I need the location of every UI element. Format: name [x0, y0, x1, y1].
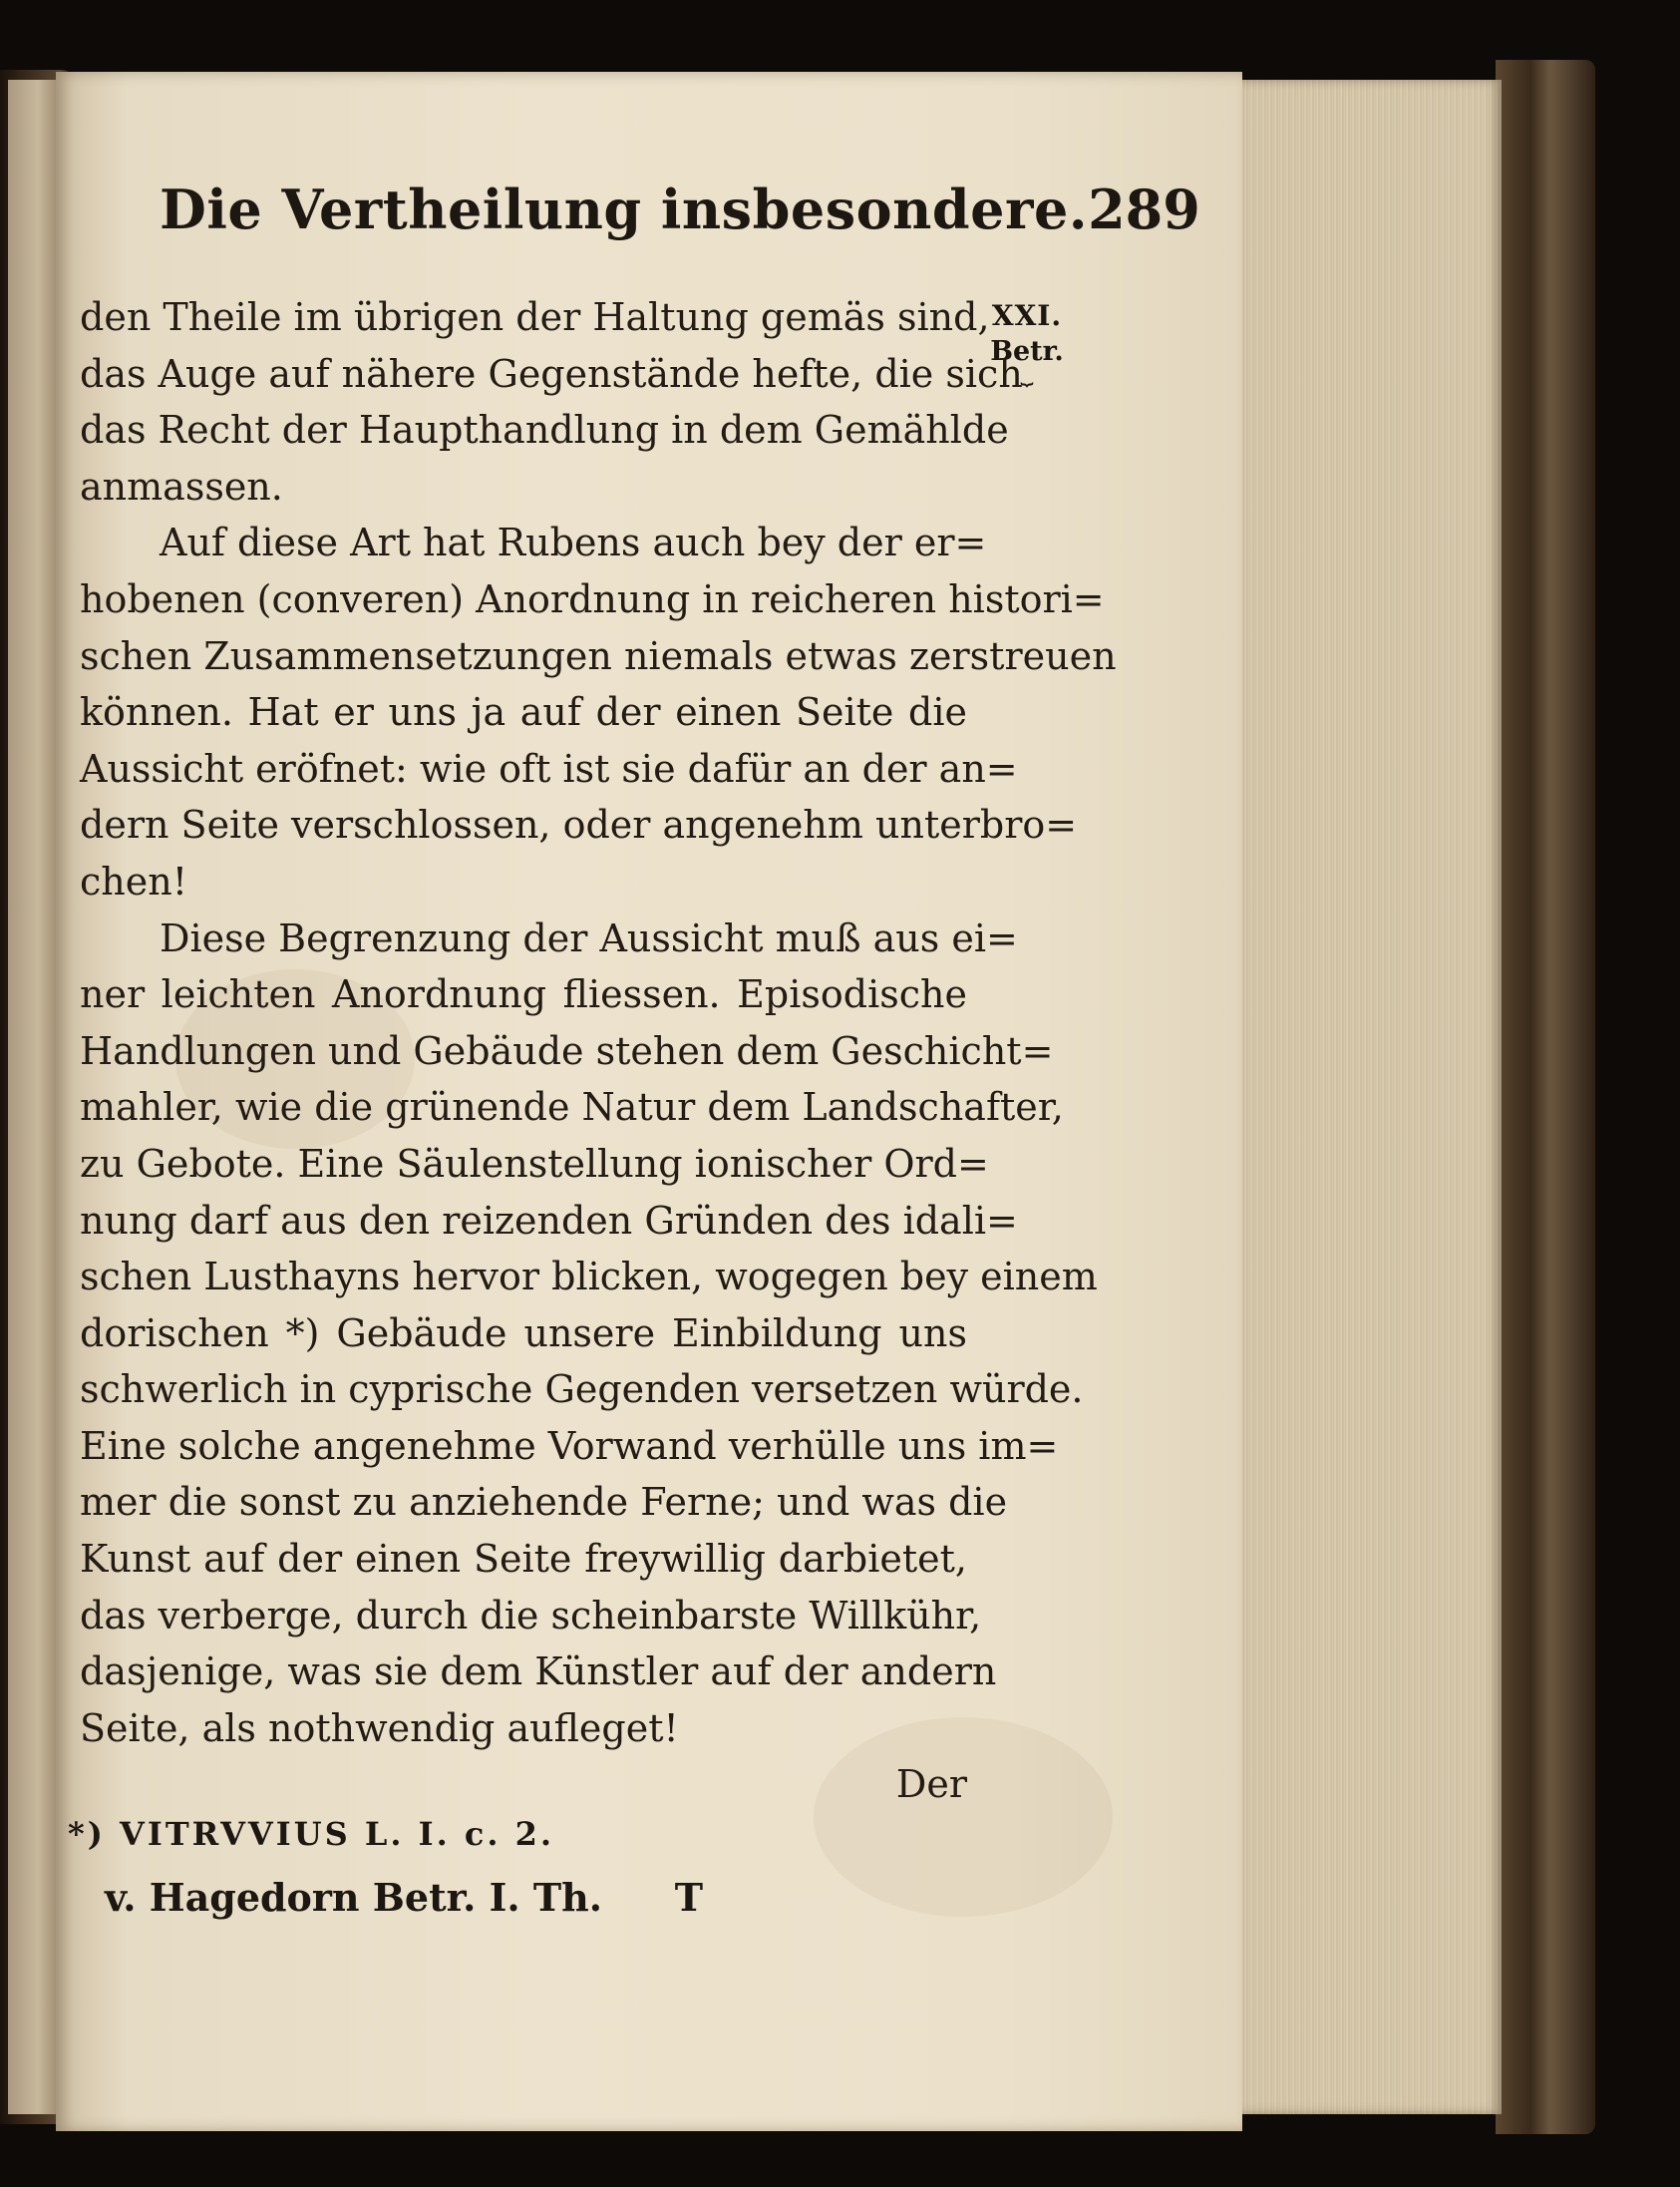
signature-text: v. Hagedorn Betr. I. Th.: [105, 1875, 602, 1920]
text-line: schwerlich in cyprische Gegenden versetzen würde.: [80, 1367, 1084, 1412]
text-line: Diese Begrenzung der Aussicht muß aus ei=: [160, 915, 1018, 960]
text-line: hobenen (converen) Anordnung in reicheren histori=: [80, 576, 1105, 621]
text-line: chen!: [80, 859, 187, 904]
signature-line: [105, 1875, 703, 1920]
text-line: Auf diese Art hat Rubens auch bey der er=: [160, 521, 987, 565]
text-line: Seite, als nothwendig aufleget!: [80, 1705, 679, 1750]
text-line: schen Lusthayns hervor blicken, wogegen bey einem: [80, 1255, 1098, 1299]
text-line: können. Hat er uns ja auf der einen Seite die: [80, 690, 967, 735]
text-line: nung darf aus den reizenden Gründen des idali=: [80, 1198, 1018, 1243]
left-page-edge: [8, 80, 58, 2114]
text-line: Aussicht eröfnet: wie oft ist sie dafür an der an=: [80, 746, 1018, 791]
text-line: Handlungen und Gebäude stehen dem Geschicht=: [80, 1028, 1054, 1073]
page-number: 289: [1088, 178, 1200, 241]
text-line: Eine solche angenehme Vorwand verhülle uns im=: [80, 1423, 1059, 1468]
footnote: *) VITRVVIUS L. I. c. 2.: [68, 1815, 555, 1853]
back-cover: [1496, 60, 1595, 2134]
text-line: das verberge, durch die scheinbarste Willkühr,: [80, 1593, 982, 1638]
page-block-edges: [1242, 80, 1502, 2114]
text-line: mer die sonst zu anziehende Ferne; und was die: [80, 1480, 1008, 1525]
brace-icon: ⏟: [1020, 361, 1034, 386]
text-line: das Auge auf nähere Gegenstände hefte, die sich: [80, 351, 1023, 396]
text-line: dorischen *) Gebäude unsere Einbildung uns: [80, 1310, 967, 1355]
catchword: Der: [895, 1762, 967, 1807]
text-line: schen Zusammensetzungen niemals etwas zerstreuen: [80, 633, 1117, 678]
text-line: ner leichten Anordnung fliessen. Episodische: [80, 972, 967, 1017]
text-line: den Theile im übrigen der Haltung gemäs sind,: [80, 295, 990, 339]
text-line: dasjenige, was sie dem Künstler auf der andern: [80, 1649, 997, 1694]
running-head: [160, 178, 1200, 267]
text-line: das Recht der Haupthandlung in dem Gemählde: [80, 408, 1009, 453]
marginal-section: XXI.: [991, 299, 1063, 332]
running-title: Die Vertheilung insbesondere.: [160, 178, 1089, 241]
text-line: Kunst auf der einen Seite freywillig darbietet,: [80, 1537, 967, 1582]
signature-mark: T: [674, 1875, 703, 1920]
text-line: zu Gebote. Eine Säulenstellung ionischer Ord=: [80, 1141, 989, 1186]
text-line: dern Seite verschlossen, oder angenehm unterbro=: [80, 803, 1078, 848]
marginal-label: Betr.: [990, 336, 1064, 367]
text-line: mahler, wie die grünende Natur dem Landschafter,: [80, 1085, 1064, 1130]
text-line: anmassen.: [80, 464, 283, 509]
